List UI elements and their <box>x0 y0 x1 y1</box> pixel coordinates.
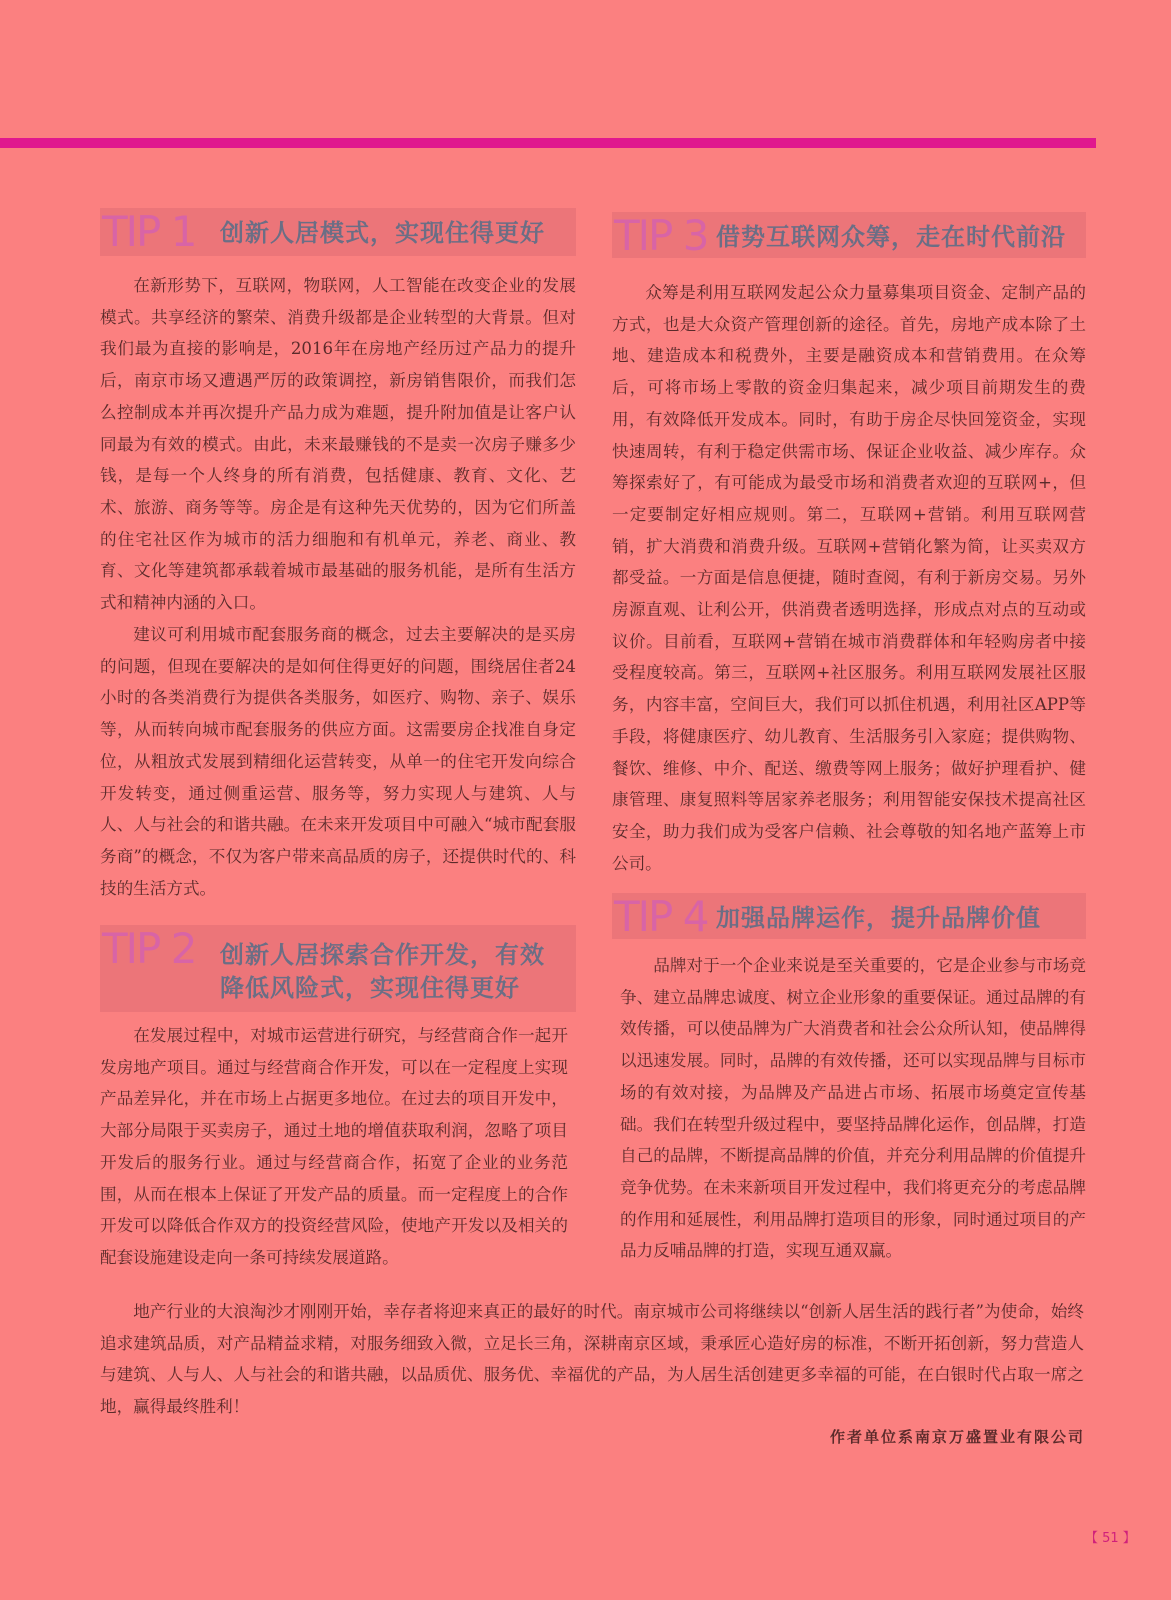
tip3-number: TIP 3 <box>614 212 708 258</box>
tip4-number: TIP 4 <box>614 893 708 939</box>
page-number: 【 51 】 <box>1085 1531 1136 1546</box>
tip2-title-line2: 降低风险式，实现住得更好 <box>220 974 520 1002</box>
tip1-title: 创新人居模式，实现住得更好 <box>220 219 545 247</box>
author-affiliation: 作者单位系南京万盛置业有限公司 <box>829 1428 1085 1446</box>
tip1-paragraph-1: 在新形势下，互联网，物联网，人工智能在改变企业的发展模式。共享经济的繁荣、消费升级都是企业转型的大背景。但对我们最为直接的影响是，2016年在房地产经历过产品力的提升后，南京市场又遭遇严厉的政策调控，新房销售限价，而我们怎么控制成本并再次提升产品力成为难题，提升附加值是让客户认同最为有效的模式。由此，未来最赚钱的不是卖一次房子赚多少钱，是每一个人终身的所有消费，包括健康、教育、文化、艺术、旅游、商务等等。房企是有这种先天优势的，因为它们所盖的住宅社区作为城市的活力细胞和有机单元，养老、商业、教育、文化等建筑都承载着城市最基础的服务机能，是所有生活方式和精神内涵的入口。 <box>100 276 576 613</box>
top-rule <box>0 138 1096 148</box>
tip2-paragraph-1: 在发展过程中，对城市运营进行研究，与经营商合作一起开发房地产项目。通过与经营商合作开发，可以在一定程度上实现产品差异化，并在市场上占据更多地位。在过去的项目开发中，大部分局限于买卖房子，通过土地的增值获取利润，忽略了项目开发后的服务行业。通过与经营商合作，拓宽了企业的业务范围，从而在根本上保证了开发产品的质量。而一定程度上的合作开发可以降低合作双方的投资经营风险，使地产开发以及相关的配套设施建设走向一条可持续发展道路。 <box>100 1026 568 1267</box>
tip3-paragraph-1: 众筹是利用互联网发起公众力量募集项目资金、定制产品的方式，也是大众资产管理创新的途径。首先，房地产成本除了土地、建造成本和税费外，主要是融资成本和营销费用。在众筹后，可将市场上零散的资金归集起来，减少项目前期发生的费用，有效降低开发成本。同时，有助于房企尽快回笼资金，实现快速周转，有利于稳定供需市场、保证企业收益、减少库存。众筹探索好了，有可能成为最受市场和消费者欢迎的互联网+，但一定要制定好相应规则。第二，互联网+营销。利用互联网营销，扩大消费和消费升级。互联网+营销化繁为简，让买卖双方都受益。一方面是信息便捷，随时查阅，有利于新房交易。另外房源直观、让利公开，供消费者透明选择，形成点对点的互动或议价。目前看，互联网+营销在城市消费群体和年轻购房者中接受程度较高。第三，互联网+社区服务。利用互联网发展社区服务，内容丰富，空间巨大，我们可以抓住机遇，利用社区APP等手段，将健康医疗、幼儿教育、生活服务引入家庭；提供购物、餐饮、维修、中介、配送、缴费等网上服务；做好护理看护、健康管理、康复照料等居家养老服务；利用智能安保技术提高社区安全，助力我们成为受客户信赖、社会尊敬的知名地产蓝筹上市公司。 <box>612 283 1086 873</box>
tip4-title: 加强品牌运作，提升品牌价值 <box>716 904 1041 932</box>
tip1-paragraph-2: 建议可利用城市配套服务商的概念，过去主要解决的是买房的问题，但现在要解决的是如何住得更好的问题，围绕居住者24小时的各类消费行为提供各类服务，如医疗、购物、亲子、娱乐等，从而转向城市配套服务的供应方面。这需要房企找准自身定位，从粗放式发展到精细化运营转变，从单一的住宅开发向综合开发转变，通过侧重运营、服务等，努力实现人与建筑、人与人、人与社会的和谐共融。在未来开发项目中可融入“城市配套服务商”的概念，不仅为客户带来高品质的房子，还提供时代的、科技的生活方式。 <box>100 625 576 898</box>
tip2-header <box>100 925 576 1012</box>
tip3-header <box>612 212 1086 258</box>
tip2-number: TIP 2 <box>102 925 196 973</box>
tip1-header <box>100 208 576 256</box>
tip2-title-line1: 创新人居探索合作开发，有效 <box>220 941 545 969</box>
tip4-paragraph-1: 品牌对于一个企业来说是至关重要的，它是企业参与市场竞争、建立品牌忠诚度、树立企业形象的重要保证。通过品牌的有效传播，可以使品牌为广大消费者和社会公众所认知，使品牌得以迅速发展。同时，品牌的有效传播，还可以实现品牌与目标市场的有效对接，为品牌及产品进占市场、拓展市场奠定宣传基础。我们在转型升级过程中，要坚持品牌化运作，创品牌，打造自己的品牌，不断提高品牌的价值，并充分利用品牌的价值提升竞争优势。在未来新项目开发过程中，我们将更充分的考虑品牌的作用和延展性，利用品牌打造项目的形象，同时通过项目的产品力反哺品牌的打造，实现互通双赢。 <box>620 956 1086 1261</box>
tip1-number: TIP 1 <box>102 208 196 256</box>
tip3-title: 借势互联网众筹，走在时代前沿 <box>716 223 1066 251</box>
tip4-header <box>612 893 1086 939</box>
closing-paragraph: 地产行业的大浪淘沙才刚刚开始，幸存者将迎来真正的最好的时代。南京城市公司将继续以“创新人居生活的践行者”为使命，始终追求建筑品质，对产品精益求精，对服务细致入微，立足长三角，深耕南京区域，秉承匠心造好房的标准，不断开拓创新，努力营造人与建筑、人与人、人与社会的和谐共融，以品质优、服务优、幸福优的产品，为人居生活创建更多幸福的可能，在白银时代占取一席之地，赢得最终胜利！ <box>100 1302 1084 1416</box>
